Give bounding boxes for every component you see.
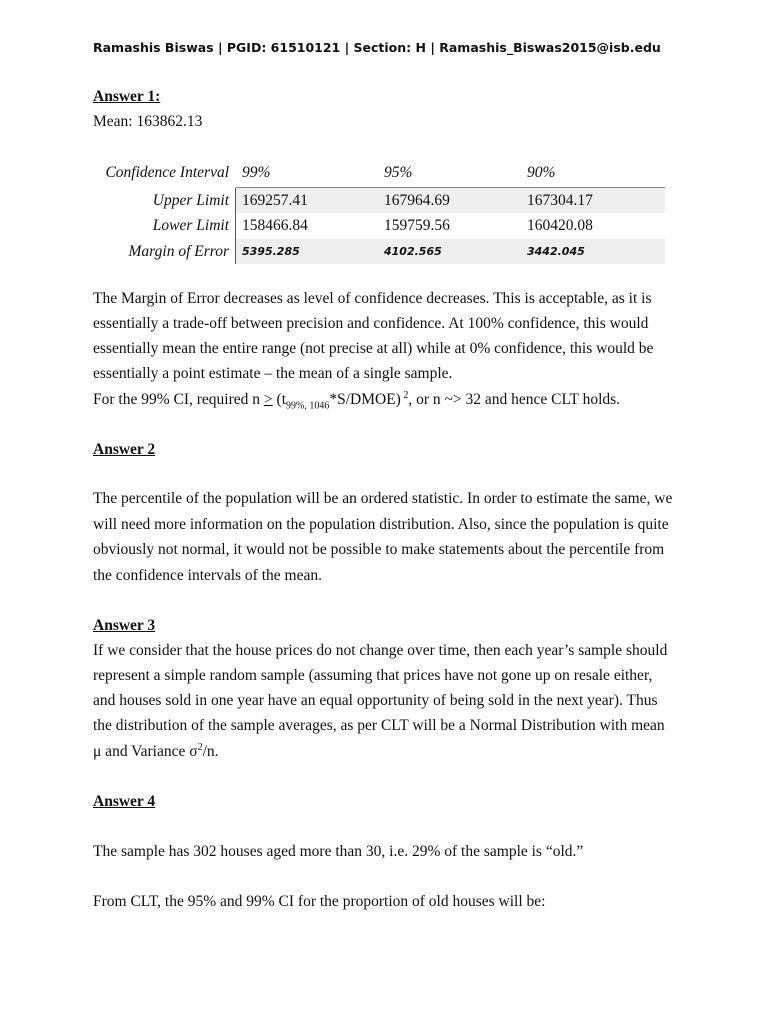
paragraph-line: If we consider that the house prices do not change over time, then each year’s sample should (93, 642, 668, 659)
variance-superscript: 2 (197, 742, 203, 753)
paragraph-line: The Margin of Error decreases as level of confidence decreases. This is acceptable, as it is (93, 290, 652, 307)
ci-open: (t (272, 391, 286, 409)
table-cell: 5395.285 (236, 239, 378, 264)
table-header-row (93, 160, 665, 185)
paragraph-line: and houses sold in one year have an equal opportunity of being sold in the next year). Thus (93, 692, 658, 709)
table-cell: 169257.41 (236, 188, 378, 213)
geq-symbol: > (263, 391, 273, 409)
paragraph-line: essentially mean the entire range (not precise at all) while at 0% confidence, this would be (93, 340, 654, 357)
table-cell: 167304.17 (521, 188, 665, 213)
table-row (93, 213, 665, 238)
variance-line (93, 742, 219, 761)
t-subscript: 99%, 1046 (286, 400, 330, 412)
answer1-heading: Answer 1: (93, 88, 161, 105)
ci-suffix: , or n ~> 32 and hence CLT holds. (408, 391, 621, 409)
paragraph-line: the confidence intervals of the mean. (93, 567, 322, 584)
sample-size-line (93, 390, 620, 411)
paragraph-line: will need more information on the population distribution. Also, since the population is quite (93, 516, 669, 533)
table-cell: 158466.84 (242, 217, 308, 234)
paragraph-line: essentially a point estimate – the mean of a single sample. (93, 365, 453, 382)
table-cell: 159759.56 (384, 217, 450, 234)
square-superscript: 2 (400, 390, 409, 401)
row-label: Upper Limit (152, 192, 229, 209)
row-label: Margin of Error (128, 243, 229, 260)
answer4-heading: Answer 4 (93, 793, 156, 810)
row-label: Lower Limit (152, 217, 229, 234)
table-cell: 3442.045 (521, 239, 665, 264)
paragraph-line: The percentile of the population will be an ordered statistic. In order to estimate the same, we (93, 490, 673, 507)
paragraph-line: From CLT, the 95% and 99% CI for the proportion of old houses will be: (93, 893, 546, 910)
paragraph-line: represent a simple random sample (assuming that prices have not gone up on resale either, (93, 667, 653, 684)
variance-prefix: μ and Variance σ (93, 743, 198, 761)
column-header: 99% (242, 164, 271, 181)
table-cell: 167964.69 (378, 188, 521, 213)
paragraph-line: The sample has 302 houses aged more than 30, i.e. 29% of the sample is “old.” (93, 843, 584, 860)
paragraph-line: the distribution of the sample averages, as per CLT will be a Normal Distribution with mean (93, 717, 665, 734)
column-header: 90% (527, 164, 556, 181)
table-row (93, 239, 665, 264)
variance-suffix: /n. (202, 743, 219, 761)
answer3-heading: Answer 3 (93, 617, 156, 634)
column-header: 95% (384, 164, 413, 181)
answer2-heading: Answer 2 (93, 441, 156, 458)
page-header: Ramashis Biswas | PGID: 61510121 | Section: H | Ramashis_Biswas2015@isb.edu (93, 40, 661, 55)
table-cell: 4102.565 (378, 239, 521, 264)
table-cell: 160420.08 (527, 217, 593, 234)
paragraph-line: essentially a trade-off between precision and confidence. At 100% confidence, this would (93, 315, 649, 332)
ci-mid: *S/DMOE) (329, 391, 401, 409)
mean-value: Mean: 163862.13 (93, 113, 203, 130)
ci-prefix: For the 99% CI, required n (93, 391, 264, 409)
table-corner-label: Confidence Interval (105, 164, 229, 181)
paragraph-line: obviously not normal, it would not be possible to make statements about the percentile from (93, 541, 665, 558)
table-row (93, 188, 665, 213)
